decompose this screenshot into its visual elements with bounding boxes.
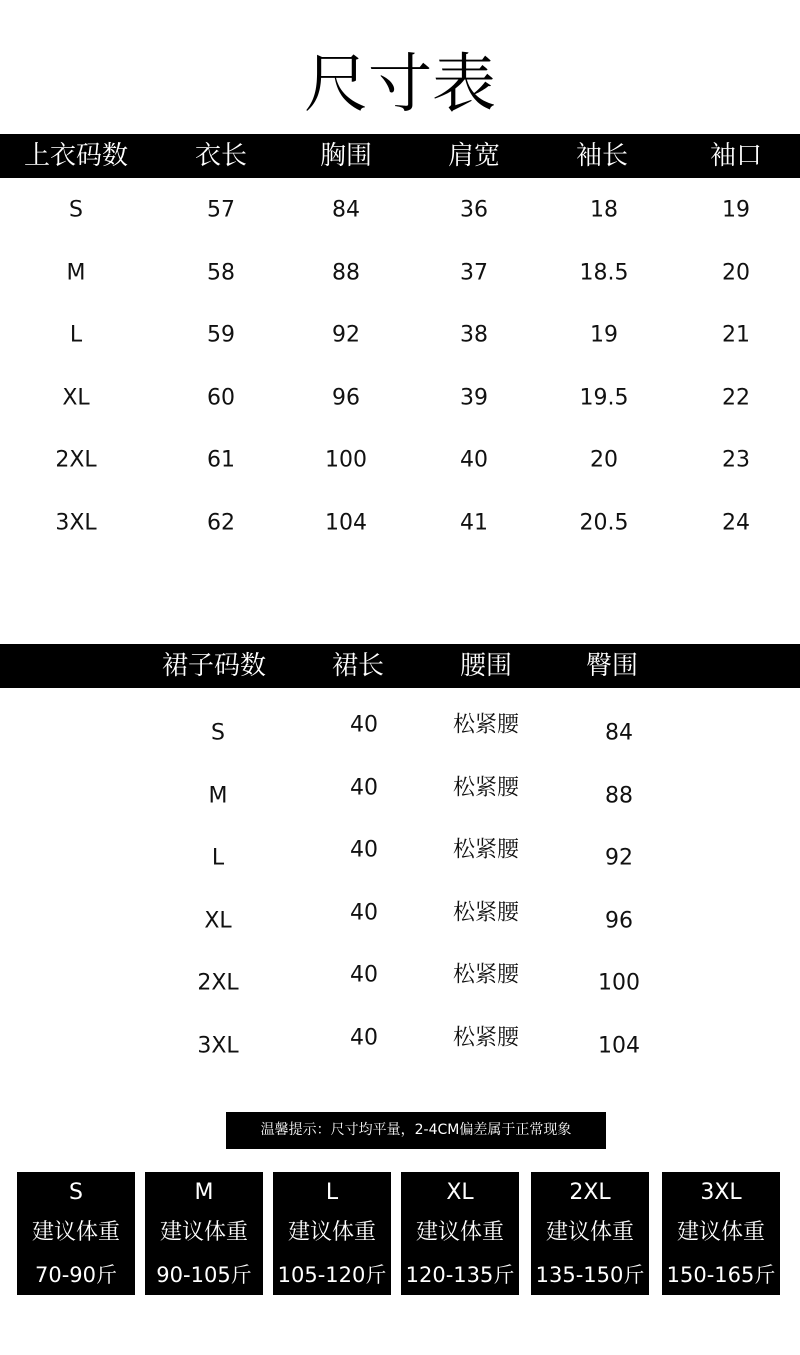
top-table-cell-cuff: 19 (722, 197, 750, 223)
top-table-cell-cuff: 22 (722, 385, 750, 411)
top-table-cell-length: 62 (207, 510, 235, 536)
top-table-cell-size: L (69, 322, 83, 348)
skirt-table-cell-length: 40 (350, 837, 378, 863)
top-table-cell-sleeve-length: 19 (590, 322, 618, 348)
top-table-cell-size: 3XL (55, 510, 97, 536)
weight-guide-box (401, 1172, 519, 1295)
skirt-table-cell-size: 2XL (197, 970, 239, 996)
header-length: 衣长 (194, 141, 248, 171)
skirt-table-cell-length: 40 (350, 900, 378, 926)
skirt-table-cell-hip: 104 (598, 1033, 640, 1059)
skirt-table-cell-hip: 84 (605, 720, 633, 746)
skirt-table-header (0, 644, 800, 688)
top-table-cell-shoulder: 36 (460, 197, 488, 223)
skirt-table-cell-length: 40 (350, 1025, 378, 1051)
weight-guide-box (662, 1172, 780, 1295)
top-table-cell-cuff: 24 (722, 510, 750, 536)
top-table-cell-shoulder: 38 (460, 322, 488, 348)
header-cuff: 袖口 (709, 141, 763, 171)
top-table-header (0, 134, 800, 178)
top-table-cell-shoulder: 41 (460, 510, 488, 536)
header-hip: 臀围 (585, 651, 639, 681)
weight-guide-range: 70-90斤 (34, 1263, 118, 1287)
weight-guide-range: 105-120斤 (277, 1263, 387, 1287)
skirt-table-cell-hip: 92 (605, 845, 633, 871)
top-table-cell-length: 61 (207, 447, 235, 473)
skirt-table-cell-size: 3XL (197, 1033, 239, 1059)
weight-guide-range: 135-150斤 (535, 1263, 645, 1287)
top-table-cell-chest: 84 (332, 197, 360, 223)
skirt-table-cell-length: 40 (350, 712, 378, 738)
header-size: 上衣码数 (23, 141, 129, 171)
weight-guide-size: L (325, 1180, 339, 1205)
weight-guide-label: 建议体重 (415, 1220, 504, 1245)
skirt-table-cell-waist: 松紧腰 (452, 962, 520, 988)
page-title: 尺寸表 (304, 48, 496, 122)
weight-guide-size: 2XL (569, 1180, 611, 1205)
weight-guide-range: 90-105斤 (156, 1263, 252, 1287)
top-table-cell-sleeve-length: 20 (590, 447, 618, 473)
weight-guide-label: 建议体重 (31, 1220, 120, 1245)
skirt-table-cell-waist: 松紧腰 (452, 712, 520, 738)
top-table-cell-length: 59 (207, 322, 235, 348)
weight-guide-box (17, 1172, 135, 1295)
weight-guide-label: 建议体重 (545, 1220, 634, 1245)
top-table-cell-length: 58 (207, 260, 235, 286)
top-table-cell-chest: 104 (325, 510, 367, 536)
top-table-cell-cuff: 21 (722, 322, 750, 348)
top-table-cell-shoulder: 37 (460, 260, 488, 286)
top-table-cell-chest: 96 (332, 385, 360, 411)
top-table-cell-cuff: 23 (722, 447, 750, 473)
skirt-table-cell-length: 40 (350, 775, 378, 801)
top-table-cell-sleeve-length: 19.5 (579, 385, 629, 411)
top-table-cell-size: XL (62, 385, 90, 411)
skirt-table-cell-size: XL (204, 908, 232, 934)
weight-guide-label: 建议体重 (287, 1220, 376, 1245)
skirt-table-cell-waist: 松紧腰 (452, 1025, 520, 1051)
measurement-notice: 温馨提示：尺寸均平量，2-4CM偏差属于正常现象 (226, 1112, 606, 1149)
skirt-table-cell-hip: 100 (598, 970, 640, 996)
weight-guide-size: S (69, 1180, 83, 1205)
skirt-table-cell-size: S (211, 720, 225, 746)
top-table-cell-sleeve-length: 20.5 (579, 510, 629, 536)
header-shoulder: 肩宽 (447, 141, 501, 171)
weight-guide-range: 150-165斤 (666, 1263, 776, 1287)
top-table-cell-length: 60 (207, 385, 235, 411)
weight-guide-box (273, 1172, 391, 1295)
skirt-table-cell-hip: 88 (605, 783, 633, 809)
top-table-cell-chest: 100 (325, 447, 367, 473)
top-table-cell-size: S (69, 197, 83, 223)
top-table-cell-length: 57 (207, 197, 235, 223)
top-table-cell-cuff: 20 (722, 260, 750, 286)
skirt-table-cell-waist: 松紧腰 (452, 900, 520, 926)
top-table-cell-sleeve-length: 18 (590, 197, 618, 223)
top-table-cell-size: M (66, 260, 86, 286)
top-table-cell-shoulder: 39 (460, 385, 488, 411)
weight-guide-size: M (194, 1180, 214, 1205)
top-table-cell-size: 2XL (55, 447, 97, 473)
top-table-cell-sleeve-length: 18.5 (579, 260, 629, 286)
top-table-cell-chest: 92 (332, 322, 360, 348)
header-skirt-size: 裙子码数 (161, 651, 267, 681)
skirt-table-cell-hip: 96 (605, 908, 633, 934)
skirt-table-cell-waist: 松紧腰 (452, 837, 520, 863)
weight-guide-size: XL (446, 1180, 474, 1205)
skirt-table-cell-size: M (208, 783, 228, 809)
header-skirt-length: 裙长 (331, 651, 385, 681)
weight-guide-label: 建议体重 (159, 1220, 248, 1245)
header-chest: 胸围 (319, 141, 373, 171)
header-sleeve-length: 袖长 (575, 141, 629, 171)
weight-guide-box (531, 1172, 649, 1295)
top-table-cell-shoulder: 40 (460, 447, 488, 473)
weight-guide-range: 120-135斤 (405, 1263, 515, 1287)
weight-guide-size: 3XL (700, 1180, 742, 1205)
header-waist: 腰围 (459, 651, 513, 681)
weight-guide-box (145, 1172, 263, 1295)
skirt-table-cell-size: L (211, 845, 225, 871)
skirt-table-cell-waist: 松紧腰 (452, 775, 520, 801)
weight-guide-label: 建议体重 (676, 1220, 765, 1245)
top-table-cell-chest: 88 (332, 260, 360, 286)
skirt-table-cell-length: 40 (350, 962, 378, 988)
